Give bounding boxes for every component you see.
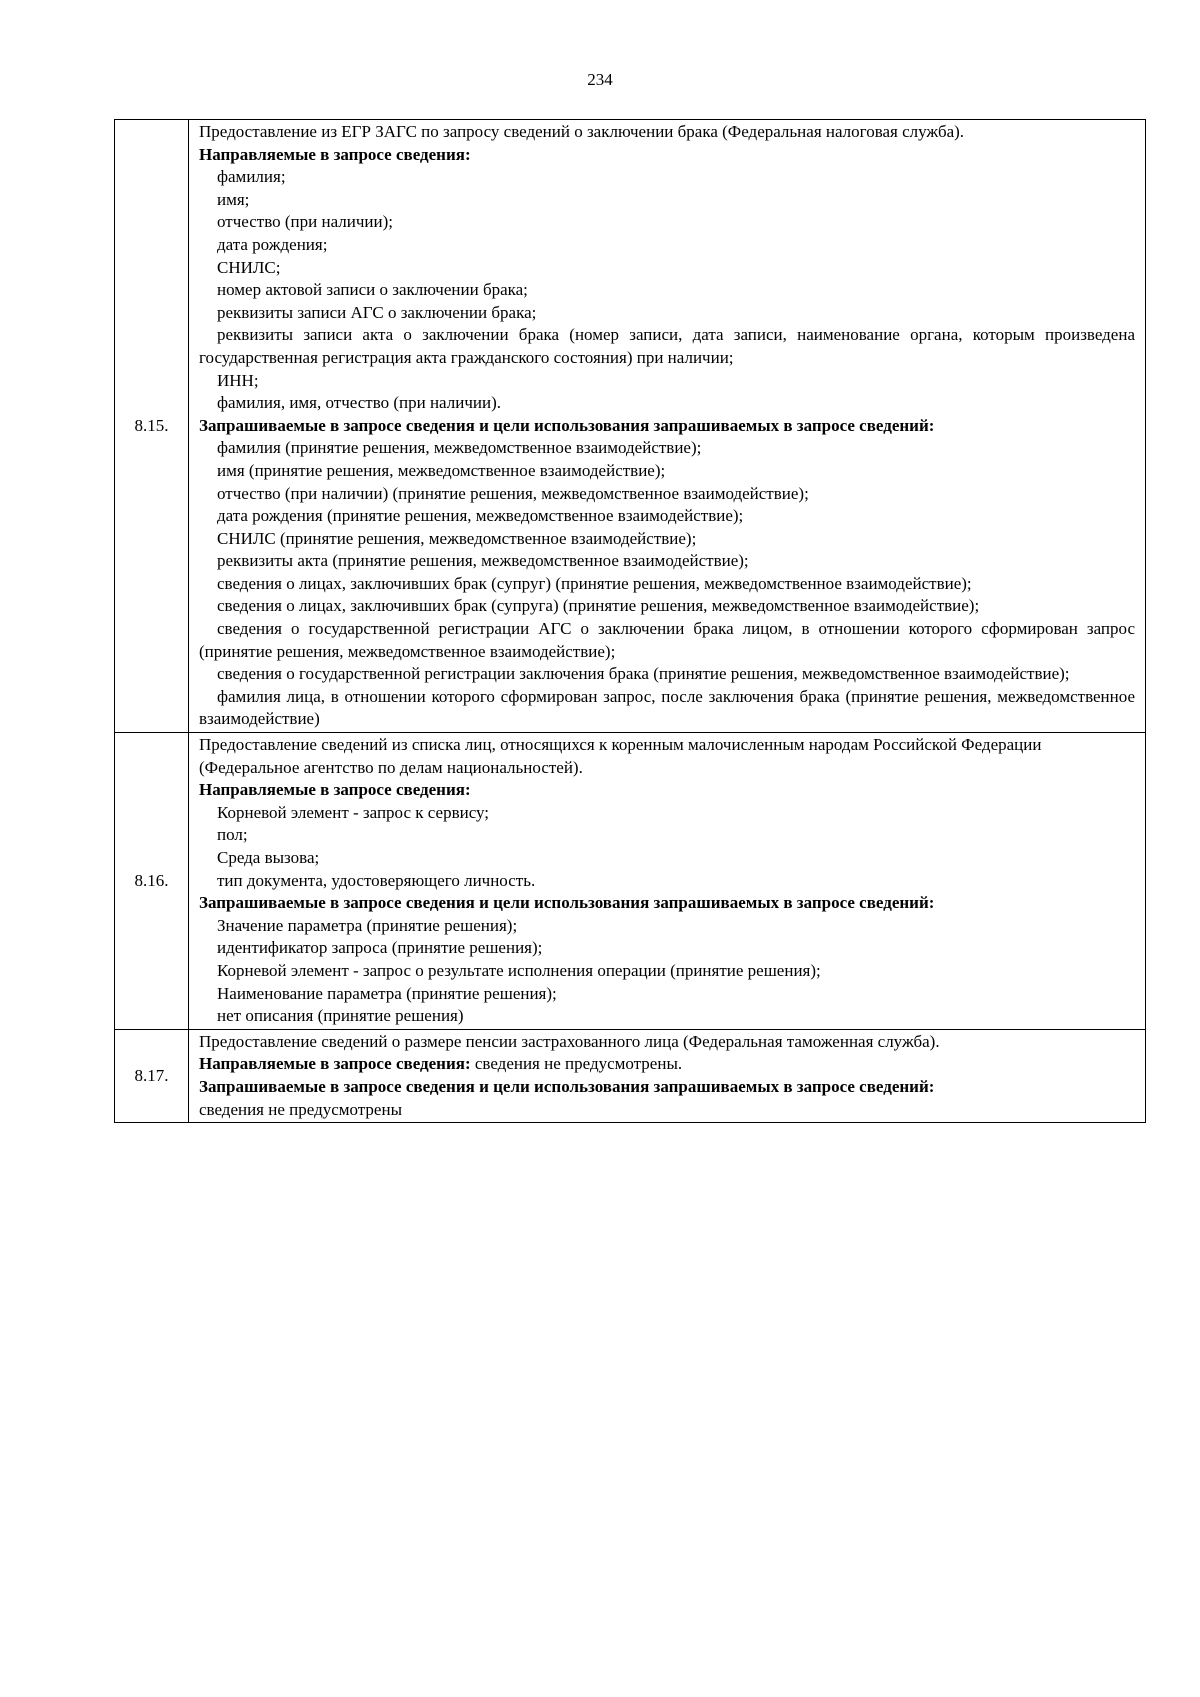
sent-fields-heading: Направляемые в запросе сведения:: [199, 1054, 471, 1074]
list-item: нет описания (принятие решения): [217, 1006, 464, 1026]
list-item: реквизиты записи АГС о заключении брака;: [217, 302, 537, 322]
list-item: сведения о лицах, заключивших брак (супруга) (принятие решения, межведомственное взаимодействие);: [217, 596, 980, 616]
row-number: 8.17.: [115, 1029, 189, 1122]
service-description: Предоставление сведений из списка лиц, относящихся к коренным малочисленным народам Российской Федерации (Федеральное агентство по делам национальностей).: [199, 735, 1042, 777]
requested-fields-value: сведения не предусмотрены: [199, 1099, 402, 1119]
service-description: Предоставление сведений о размере пенсии застрахованного лица (Федеральная таможенная служба).: [199, 1031, 940, 1051]
table-row: [115, 1029, 1146, 1122]
list-item: СНИЛС;: [217, 257, 281, 277]
service-description: Предоставление из ЕГР ЗАГС по запросу сведений о заключении брака (Федеральная налоговая служба).: [199, 122, 965, 141]
list-item: сведения о лицах, заключивших брак (супруг) (принятие решения, межведомственное взаимодействие);: [217, 573, 972, 593]
list-item: реквизиты акта (принятие решения, межведомственное взаимодействие);: [217, 551, 749, 571]
list-item: Наименование параметра (принятие решения);: [217, 983, 557, 1003]
list-item: дата рождения (принятие решения, межведомственное взаимодействие);: [217, 506, 744, 526]
page-number: 234: [587, 70, 613, 89]
list-item: реквизиты записи акта о заключении брака (номер записи, дата записи, наименование органа, которым произведена государственная регистрация акта гражданского состояния) при наличии;: [199, 325, 1135, 367]
row-content: [189, 1029, 1146, 1122]
row-number: 8.15.: [115, 120, 189, 733]
requested-fields-heading: Запрашиваемые в запросе сведения и цели использования запрашиваемых в запросе сведений:: [199, 415, 935, 435]
requests-table: [114, 119, 1146, 1123]
list-item: фамилия (принятие решения, межведомственное взаимодействие);: [217, 438, 702, 458]
list-item: пол;: [217, 825, 248, 845]
list-item: Значение параметра (принятие решения);: [217, 915, 518, 935]
list-item: фамилия, имя, отчество (при наличии).: [217, 393, 501, 413]
list-item: дата рождения;: [217, 234, 328, 254]
list-item: Корневой элемент - запрос о результате исполнения операции (принятие решения);: [217, 960, 821, 980]
requested-fields-heading: Запрашиваемые в запросе сведения и цели использования запрашиваемых в запросе сведений:: [199, 1076, 935, 1096]
list-item: номер актовой записи о заключении брака;: [217, 280, 528, 300]
list-item: СНИЛС (принятие решения, межведомственное взаимодействие);: [217, 528, 697, 548]
list-item: ИНН;: [217, 370, 259, 390]
table-row: [115, 733, 1146, 1030]
list-item: отчество (при наличии) (принятие решения, межведомственное взаимодействие);: [217, 483, 809, 503]
sent-fields-heading: Направляемые в запросе сведения:: [199, 780, 471, 800]
row-content: [189, 733, 1146, 1030]
list-item: фамилия;: [217, 167, 286, 187]
list-item: имя (принятие решения, межведомственное взаимодействие);: [217, 460, 666, 480]
list-item: имя;: [217, 189, 250, 209]
list-item: сведения о государственной регистрации АГС о заключении брака лицом, в отношении которого сформирован запрос (принятие решения, межведомственное взаимодействие);: [199, 619, 1135, 661]
row-content: [189, 120, 1146, 733]
row-number: 8.16.: [115, 733, 189, 1030]
list-item: тип документа, удостоверяющего личность.: [217, 870, 536, 890]
list-item: фамилия лица, в отношении которого сформирован запрос, после заключения брака (принятие решения, межведомственное взаимодействие): [199, 686, 1135, 729]
list-item: сведения о государственной регистрации заключения брака (принятие решения, межведомственное взаимодействие);: [217, 664, 1070, 684]
table-row: [115, 120, 1146, 733]
sent-fields-line: [199, 1053, 1135, 1076]
list-item: идентификатор запроса (принятие решения);: [217, 938, 543, 958]
sent-fields-value: сведения не предусмотрены.: [470, 1054, 683, 1074]
requested-fields-heading: Запрашиваемые в запросе сведения и цели использования запрашиваемых в запросе сведений:: [199, 893, 935, 913]
list-item: Корневой элемент - запрос к сервису;: [217, 802, 490, 822]
sent-fields-heading: Направляемые в запросе сведения:: [199, 144, 471, 164]
list-item: отчество (при наличии);: [217, 212, 393, 232]
list-item: Среда вызова;: [217, 848, 320, 867]
